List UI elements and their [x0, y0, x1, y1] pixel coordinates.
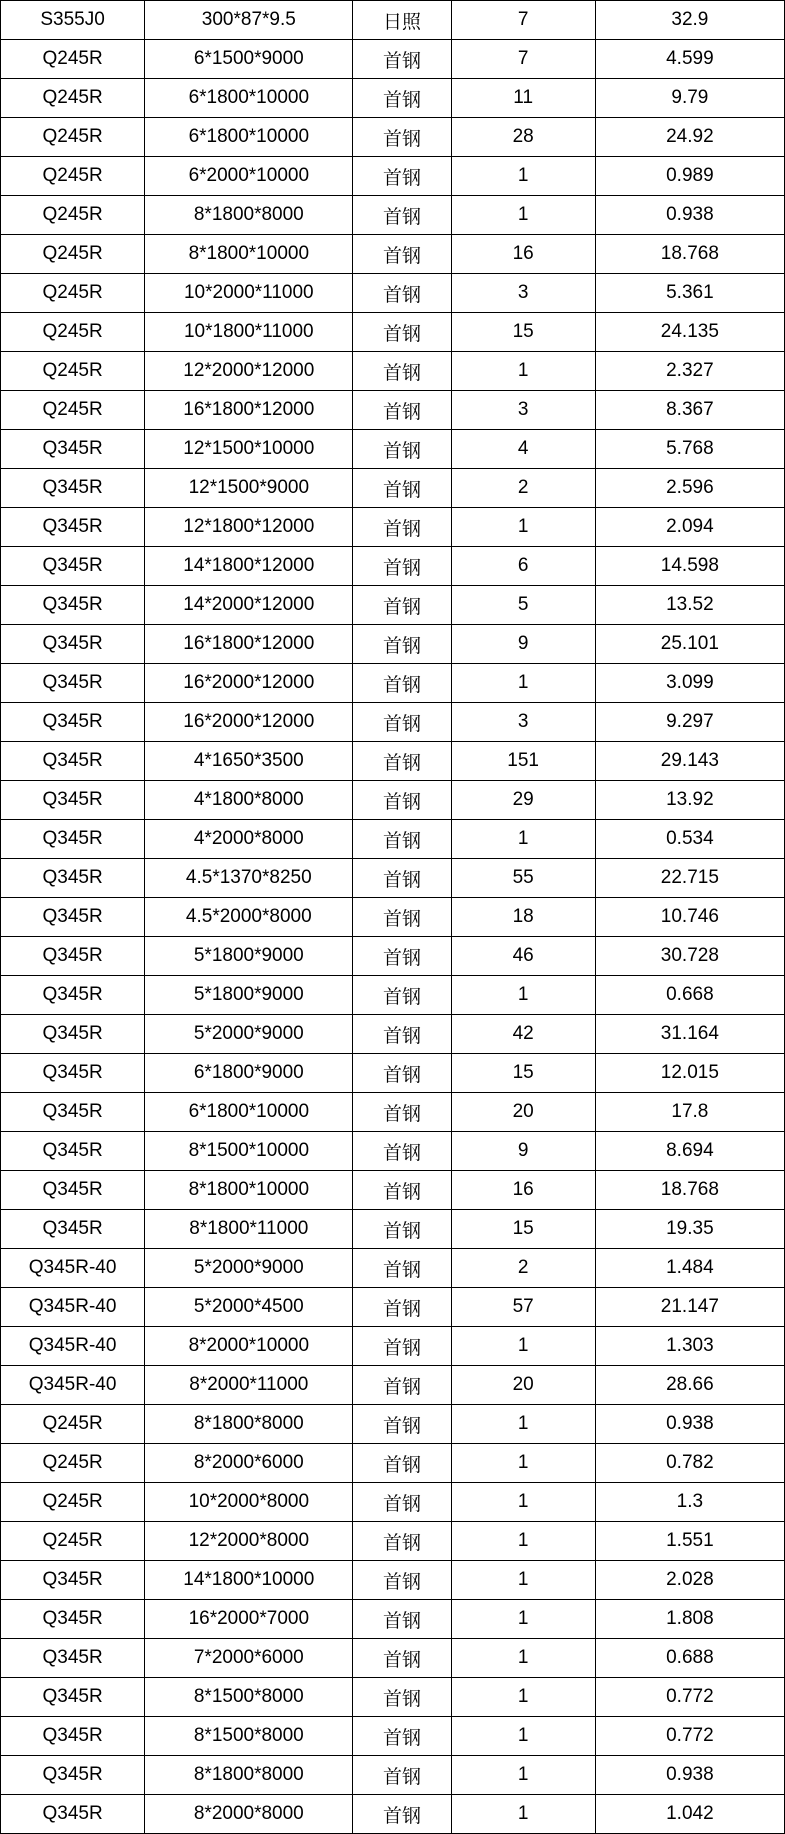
table-row — [1, 1678, 785, 1717]
cell-weight: 8.694 — [595, 1132, 784, 1171]
cell-spec: 10*2000*11000 — [145, 274, 353, 313]
cell-grade: Q345R — [1, 547, 145, 586]
cell-spec: 12*1500*10000 — [145, 430, 353, 469]
cell-qty: 42 — [451, 1015, 595, 1054]
cell-weight: 0.772 — [595, 1678, 784, 1717]
cell-qty: 1 — [451, 1756, 595, 1795]
cell-weight: 8.367 — [595, 391, 784, 430]
cell-mill: 首钢 — [353, 1678, 451, 1717]
cell-mill: 首钢 — [353, 274, 451, 313]
table-row — [1, 1483, 785, 1522]
cell-weight: 3.099 — [595, 664, 784, 703]
cell-mill: 首钢 — [353, 976, 451, 1015]
cell-mill: 首钢 — [353, 235, 451, 274]
cell-spec: 300*87*9.5 — [145, 1, 353, 40]
cell-qty: 1 — [451, 976, 595, 1015]
cell-spec: 4.5*2000*8000 — [145, 898, 353, 937]
inventory-table-body — [1, 1, 785, 1834]
cell-qty: 3 — [451, 391, 595, 430]
table-row — [1, 1210, 785, 1249]
table-row — [1, 1015, 785, 1054]
cell-spec: 4*1800*8000 — [145, 781, 353, 820]
cell-spec: 14*2000*12000 — [145, 586, 353, 625]
cell-spec: 16*2000*7000 — [145, 1600, 353, 1639]
cell-spec: 6*2000*10000 — [145, 157, 353, 196]
cell-weight: 1.484 — [595, 1249, 784, 1288]
cell-spec: 12*1500*9000 — [145, 469, 353, 508]
cell-weight: 5.361 — [595, 274, 784, 313]
cell-spec: 5*2000*9000 — [145, 1015, 353, 1054]
cell-mill: 首钢 — [353, 1093, 451, 1132]
cell-grade: S355J0 — [1, 1, 145, 40]
cell-qty: 1 — [451, 1795, 595, 1834]
cell-qty: 7 — [451, 40, 595, 79]
table-row — [1, 1561, 785, 1600]
cell-weight: 0.534 — [595, 820, 784, 859]
cell-grade: Q245R — [1, 274, 145, 313]
cell-weight: 2.094 — [595, 508, 784, 547]
table-row — [1, 1093, 785, 1132]
cell-grade: Q345R-40 — [1, 1366, 145, 1405]
table-row — [1, 1132, 785, 1171]
table-row — [1, 547, 785, 586]
cell-spec: 14*1800*10000 — [145, 1561, 353, 1600]
cell-spec: 6*1800*9000 — [145, 1054, 353, 1093]
cell-mill: 首钢 — [353, 391, 451, 430]
cell-qty: 15 — [451, 313, 595, 352]
cell-mill: 首钢 — [353, 586, 451, 625]
cell-grade: Q345R — [1, 781, 145, 820]
table-row — [1, 1405, 785, 1444]
cell-spec: 4*2000*8000 — [145, 820, 353, 859]
table-row — [1, 1288, 785, 1327]
cell-qty: 1 — [451, 196, 595, 235]
cell-grade: Q245R — [1, 79, 145, 118]
cell-qty: 55 — [451, 859, 595, 898]
cell-mill: 首钢 — [353, 1366, 451, 1405]
table-row — [1, 625, 785, 664]
cell-weight: 13.92 — [595, 781, 784, 820]
cell-spec: 5*2000*9000 — [145, 1249, 353, 1288]
cell-grade: Q345R — [1, 742, 145, 781]
table-row — [1, 118, 785, 157]
cell-grade: Q345R — [1, 1600, 145, 1639]
table-row — [1, 1717, 785, 1756]
cell-qty: 1 — [451, 664, 595, 703]
cell-mill: 首钢 — [353, 1327, 451, 1366]
table-row — [1, 1054, 785, 1093]
cell-spec: 16*1800*12000 — [145, 625, 353, 664]
cell-qty: 4 — [451, 430, 595, 469]
cell-mill: 首钢 — [353, 1756, 451, 1795]
cell-grade: Q345R — [1, 859, 145, 898]
cell-spec: 8*2000*11000 — [145, 1366, 353, 1405]
cell-mill: 首钢 — [353, 1015, 451, 1054]
cell-spec: 4*1650*3500 — [145, 742, 353, 781]
cell-qty: 1 — [451, 1600, 595, 1639]
cell-qty: 20 — [451, 1093, 595, 1132]
table-row — [1, 1327, 785, 1366]
cell-mill: 首钢 — [353, 1132, 451, 1171]
cell-mill: 首钢 — [353, 1210, 451, 1249]
cell-qty: 1 — [451, 1444, 595, 1483]
cell-qty: 1 — [451, 157, 595, 196]
cell-mill: 首钢 — [353, 1405, 451, 1444]
cell-weight: 30.728 — [595, 937, 784, 976]
cell-spec: 5*2000*4500 — [145, 1288, 353, 1327]
cell-weight: 21.147 — [595, 1288, 784, 1327]
cell-spec: 8*1500*10000 — [145, 1132, 353, 1171]
cell-mill: 首钢 — [353, 508, 451, 547]
cell-mill: 首钢 — [353, 118, 451, 157]
cell-weight: 9.79 — [595, 79, 784, 118]
cell-mill: 首钢 — [353, 1795, 451, 1834]
table-row — [1, 1171, 785, 1210]
cell-spec: 8*1500*8000 — [145, 1678, 353, 1717]
table-row — [1, 40, 785, 79]
cell-qty: 151 — [451, 742, 595, 781]
table-row — [1, 742, 785, 781]
cell-spec: 8*1800*8000 — [145, 1756, 353, 1795]
cell-grade: Q345R — [1, 664, 145, 703]
cell-weight: 22.715 — [595, 859, 784, 898]
cell-mill: 首钢 — [353, 1561, 451, 1600]
cell-weight: 0.782 — [595, 1444, 784, 1483]
cell-grade: Q345R — [1, 976, 145, 1015]
cell-weight: 14.598 — [595, 547, 784, 586]
table-row — [1, 157, 785, 196]
cell-qty: 16 — [451, 235, 595, 274]
table-row — [1, 1522, 785, 1561]
cell-qty: 57 — [451, 1288, 595, 1327]
cell-grade: Q345R — [1, 1756, 145, 1795]
cell-qty: 1 — [451, 1327, 595, 1366]
cell-grade: Q345R-40 — [1, 1249, 145, 1288]
cell-mill: 首钢 — [353, 742, 451, 781]
cell-grade: Q345R — [1, 1093, 145, 1132]
cell-qty: 2 — [451, 469, 595, 508]
cell-qty: 3 — [451, 274, 595, 313]
cell-grade: Q245R — [1, 1405, 145, 1444]
cell-qty: 16 — [451, 1171, 595, 1210]
cell-spec: 8*1500*8000 — [145, 1717, 353, 1756]
cell-mill: 首钢 — [353, 703, 451, 742]
cell-spec: 6*1800*10000 — [145, 1093, 353, 1132]
cell-qty: 11 — [451, 79, 595, 118]
cell-qty: 1 — [451, 1639, 595, 1678]
table-row — [1, 274, 785, 313]
cell-qty: 15 — [451, 1210, 595, 1249]
cell-mill: 首钢 — [353, 352, 451, 391]
cell-mill: 首钢 — [353, 79, 451, 118]
cell-grade: Q345R — [1, 1795, 145, 1834]
cell-grade: Q345R — [1, 703, 145, 742]
cell-grade: Q345R — [1, 1639, 145, 1678]
cell-spec: 8*2000*8000 — [145, 1795, 353, 1834]
cell-grade: Q245R — [1, 40, 145, 79]
cell-grade: Q345R — [1, 625, 145, 664]
cell-weight: 0.989 — [595, 157, 784, 196]
cell-spec: 6*1500*9000 — [145, 40, 353, 79]
cell-weight: 5.768 — [595, 430, 784, 469]
cell-mill: 首钢 — [353, 781, 451, 820]
cell-mill: 首钢 — [353, 1288, 451, 1327]
cell-grade: Q245R — [1, 196, 145, 235]
cell-weight: 2.596 — [595, 469, 784, 508]
cell-grade: Q345R — [1, 1015, 145, 1054]
table-row — [1, 1795, 785, 1834]
cell-grade: Q245R — [1, 391, 145, 430]
table-row — [1, 703, 785, 742]
table-row — [1, 781, 785, 820]
cell-grade: Q245R — [1, 1444, 145, 1483]
cell-weight: 1.551 — [595, 1522, 784, 1561]
cell-qty: 1 — [451, 1717, 595, 1756]
cell-qty: 6 — [451, 547, 595, 586]
cell-spec: 8*2000*10000 — [145, 1327, 353, 1366]
table-row — [1, 508, 785, 547]
cell-grade: Q245R — [1, 1483, 145, 1522]
cell-spec: 16*1800*12000 — [145, 391, 353, 430]
cell-mill: 首钢 — [353, 157, 451, 196]
cell-spec: 12*2000*12000 — [145, 352, 353, 391]
cell-qty: 1 — [451, 1522, 595, 1561]
cell-mill: 首钢 — [353, 430, 451, 469]
cell-qty: 28 — [451, 118, 595, 157]
cell-mill: 首钢 — [353, 1171, 451, 1210]
cell-weight: 4.599 — [595, 40, 784, 79]
cell-spec: 8*1800*8000 — [145, 196, 353, 235]
table-row — [1, 1366, 785, 1405]
cell-qty: 1 — [451, 352, 595, 391]
table-row — [1, 586, 785, 625]
cell-weight: 0.668 — [595, 976, 784, 1015]
table-row — [1, 820, 785, 859]
cell-spec: 16*2000*12000 — [145, 664, 353, 703]
cell-weight: 2.028 — [595, 1561, 784, 1600]
cell-qty: 1 — [451, 1678, 595, 1717]
cell-weight: 9.297 — [595, 703, 784, 742]
cell-mill: 首钢 — [353, 1054, 451, 1093]
cell-mill: 首钢 — [353, 1639, 451, 1678]
cell-spec: 6*1800*10000 — [145, 79, 353, 118]
cell-weight: 0.688 — [595, 1639, 784, 1678]
cell-grade: Q345R — [1, 469, 145, 508]
cell-weight: 19.35 — [595, 1210, 784, 1249]
cell-weight: 18.768 — [595, 1171, 784, 1210]
table-row — [1, 235, 785, 274]
cell-grade: Q245R — [1, 235, 145, 274]
table-row — [1, 79, 785, 118]
cell-mill: 首钢 — [353, 313, 451, 352]
cell-qty: 7 — [451, 1, 595, 40]
cell-mill: 首钢 — [353, 1717, 451, 1756]
table-row — [1, 859, 785, 898]
table-row — [1, 352, 785, 391]
cell-grade: Q345R — [1, 898, 145, 937]
table-row — [1, 1, 785, 40]
cell-grade: Q345R-40 — [1, 1327, 145, 1366]
cell-qty: 1 — [451, 508, 595, 547]
cell-spec: 12*1800*12000 — [145, 508, 353, 547]
table-row — [1, 391, 785, 430]
cell-weight: 29.143 — [595, 742, 784, 781]
cell-weight: 13.52 — [595, 586, 784, 625]
cell-weight: 10.746 — [595, 898, 784, 937]
cell-weight: 25.101 — [595, 625, 784, 664]
cell-qty: 1 — [451, 1561, 595, 1600]
cell-spec: 10*1800*11000 — [145, 313, 353, 352]
cell-qty: 46 — [451, 937, 595, 976]
cell-weight: 1.303 — [595, 1327, 784, 1366]
cell-weight: 1.808 — [595, 1600, 784, 1639]
cell-grade: Q245R — [1, 1522, 145, 1561]
cell-spec: 8*1800*8000 — [145, 1405, 353, 1444]
table-row — [1, 937, 785, 976]
cell-qty: 1 — [451, 820, 595, 859]
table-row — [1, 1600, 785, 1639]
cell-weight: 0.938 — [595, 196, 784, 235]
cell-mill: 首钢 — [353, 547, 451, 586]
cell-spec: 5*1800*9000 — [145, 937, 353, 976]
cell-qty: 20 — [451, 1366, 595, 1405]
cell-weight: 28.66 — [595, 1366, 784, 1405]
cell-spec: 5*1800*9000 — [145, 976, 353, 1015]
cell-mill: 首钢 — [353, 859, 451, 898]
cell-weight: 0.772 — [595, 1717, 784, 1756]
cell-spec: 16*2000*12000 — [145, 703, 353, 742]
cell-weight: 1.042 — [595, 1795, 784, 1834]
cell-qty: 15 — [451, 1054, 595, 1093]
cell-weight: 0.938 — [595, 1756, 784, 1795]
table-row — [1, 1639, 785, 1678]
cell-mill: 首钢 — [353, 1600, 451, 1639]
table-row — [1, 1444, 785, 1483]
cell-grade: Q345R — [1, 1561, 145, 1600]
cell-weight: 12.015 — [595, 1054, 784, 1093]
cell-spec: 8*1800*10000 — [145, 1171, 353, 1210]
cell-mill: 首钢 — [353, 937, 451, 976]
cell-qty: 1 — [451, 1405, 595, 1444]
cell-grade: Q245R — [1, 313, 145, 352]
table-row — [1, 664, 785, 703]
cell-spec: 6*1800*10000 — [145, 118, 353, 157]
cell-spec: 8*1800*11000 — [145, 1210, 353, 1249]
cell-weight: 1.3 — [595, 1483, 784, 1522]
cell-spec: 7*2000*6000 — [145, 1639, 353, 1678]
cell-mill: 首钢 — [353, 625, 451, 664]
cell-weight: 31.164 — [595, 1015, 784, 1054]
cell-grade: Q345R-40 — [1, 1288, 145, 1327]
table-row — [1, 313, 785, 352]
cell-qty: 18 — [451, 898, 595, 937]
table-row — [1, 430, 785, 469]
cell-grade: Q345R — [1, 430, 145, 469]
cell-grade: Q345R — [1, 1054, 145, 1093]
cell-grade: Q345R — [1, 1717, 145, 1756]
cell-mill: 首钢 — [353, 1522, 451, 1561]
cell-grade: Q345R — [1, 820, 145, 859]
table-row — [1, 196, 785, 235]
cell-spec: 12*2000*8000 — [145, 1522, 353, 1561]
cell-grade: Q345R — [1, 1171, 145, 1210]
cell-mill: 首钢 — [353, 469, 451, 508]
cell-spec: 8*2000*6000 — [145, 1444, 353, 1483]
cell-mill: 首钢 — [353, 1444, 451, 1483]
cell-grade: Q245R — [1, 118, 145, 157]
cell-mill: 首钢 — [353, 820, 451, 859]
cell-qty: 2 — [451, 1249, 595, 1288]
table-row — [1, 1756, 785, 1795]
table-row — [1, 469, 785, 508]
cell-grade: Q345R — [1, 1210, 145, 1249]
cell-mill: 首钢 — [353, 1249, 451, 1288]
cell-mill: 首钢 — [353, 40, 451, 79]
cell-qty: 9 — [451, 625, 595, 664]
cell-qty: 5 — [451, 586, 595, 625]
cell-mill: 首钢 — [353, 1483, 451, 1522]
cell-grade: Q345R — [1, 1132, 145, 1171]
cell-grade: Q245R — [1, 157, 145, 196]
cell-spec: 14*1800*12000 — [145, 547, 353, 586]
cell-grade: Q245R — [1, 352, 145, 391]
cell-qty: 29 — [451, 781, 595, 820]
cell-weight: 32.9 — [595, 1, 784, 40]
cell-spec: 4.5*1370*8250 — [145, 859, 353, 898]
cell-weight: 2.327 — [595, 352, 784, 391]
cell-weight: 24.92 — [595, 118, 784, 157]
cell-spec: 8*1800*10000 — [145, 235, 353, 274]
cell-grade: Q345R — [1, 937, 145, 976]
cell-mill: 首钢 — [353, 898, 451, 937]
cell-qty: 3 — [451, 703, 595, 742]
cell-mill: 首钢 — [353, 196, 451, 235]
cell-grade: Q345R — [1, 586, 145, 625]
table-row — [1, 976, 785, 1015]
cell-spec: 10*2000*8000 — [145, 1483, 353, 1522]
cell-weight: 24.135 — [595, 313, 784, 352]
table-row — [1, 898, 785, 937]
cell-grade: Q345R — [1, 508, 145, 547]
cell-weight: 0.938 — [595, 1405, 784, 1444]
cell-weight: 18.768 — [595, 235, 784, 274]
table-row — [1, 1249, 785, 1288]
cell-mill: 首钢 — [353, 664, 451, 703]
cell-qty: 1 — [451, 1483, 595, 1522]
cell-mill: 日照 — [353, 1, 451, 40]
cell-weight: 17.8 — [595, 1093, 784, 1132]
cell-qty: 9 — [451, 1132, 595, 1171]
cell-grade: Q345R — [1, 1678, 145, 1717]
